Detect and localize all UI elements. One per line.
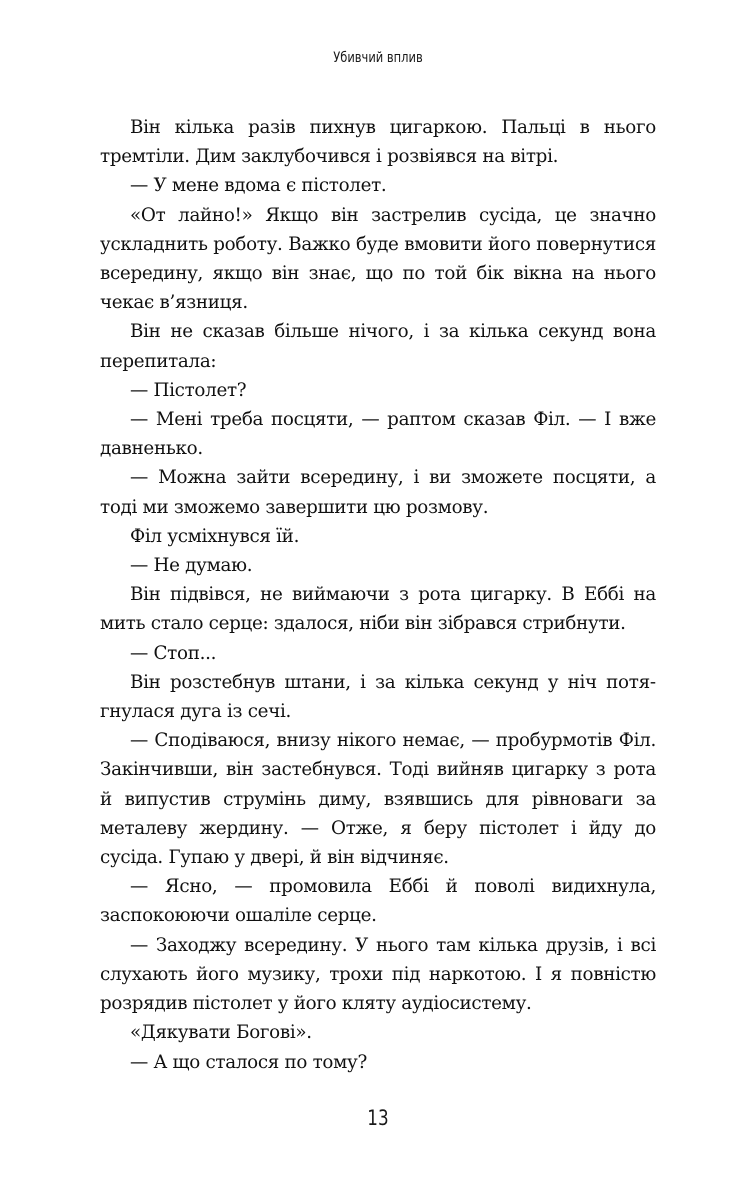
paragraph: Він розстебнув штани, і за кілька секунд у ніч потягнулася дуга із сечі. (100, 671, 656, 723)
paragraph: — А що сталося по тому? (130, 1051, 368, 1073)
paragraph: Він кілька разів пихнув цигаркою. Пальці в нього тремтіли. Дим заклубочився і розвіявся на вітрі. (100, 117, 656, 168)
paragraph: «От лайно!» Якщо він застрелив сусіда, це значно ускладнить роботу. Важко буде вмовити його повернутися всередину, якщо він знає, що по той бік вікна на нього чекає в’язниця. (100, 204, 656, 314)
paragraph: — Пістолет? (130, 379, 247, 401)
paragraph: Філ усміхнувся їй. (130, 525, 300, 547)
paragraph: — Можна зайти всередину, і ви зможете посцяти, а тоді ми зможемо завершити цю розмову. (100, 467, 656, 518)
body-text (100, 113, 656, 1077)
paragraph: — Ясно, — промовила Еббі й поволі видихнула, заспокоюючи ошаліле серце. (100, 876, 656, 927)
paragraph: — Заходжу всередину. У нього там кілька друзів, і всі слухають його музику, трохи під наркотою. І я повністю розрядив пістолет у його кляту аудіосистему. (100, 934, 656, 1015)
paragraph: — Не думаю. (130, 555, 253, 577)
paragraph: — У мене вдома є пістолет. (130, 175, 387, 197)
running-head: Убивчий вплив (333, 50, 423, 66)
page-number: 13 (367, 1106, 389, 1130)
paragraph: «Дякувати Богові». (130, 1022, 312, 1044)
paragraph: — Стоп... (130, 642, 217, 664)
paragraph: — Сподіваюся, внизу нікого немає, — пробурмотів Філ. Закінчивши, він застебнувся. Тоді вийняв цигарку з рота й випустив струмінь диму, взявшись для рівноваги за металеву жердину. — Отже, я беру пістолет і йду до сусіда. Гупаю у двері, й він відчиняє. (100, 730, 656, 869)
paragraph: Він підвівся, не виймаючи з рота цигарку. В Еббі на мить стало серце: здалося, ніби він зібрався стрибнути. (100, 584, 656, 635)
paragraph: — Мені треба посцяти, — раптом сказав Філ. — І вже давненько. (100, 409, 656, 460)
paragraph: Він не сказав більше нічого, і за кілька секунд вона перепитала: (100, 321, 656, 372)
